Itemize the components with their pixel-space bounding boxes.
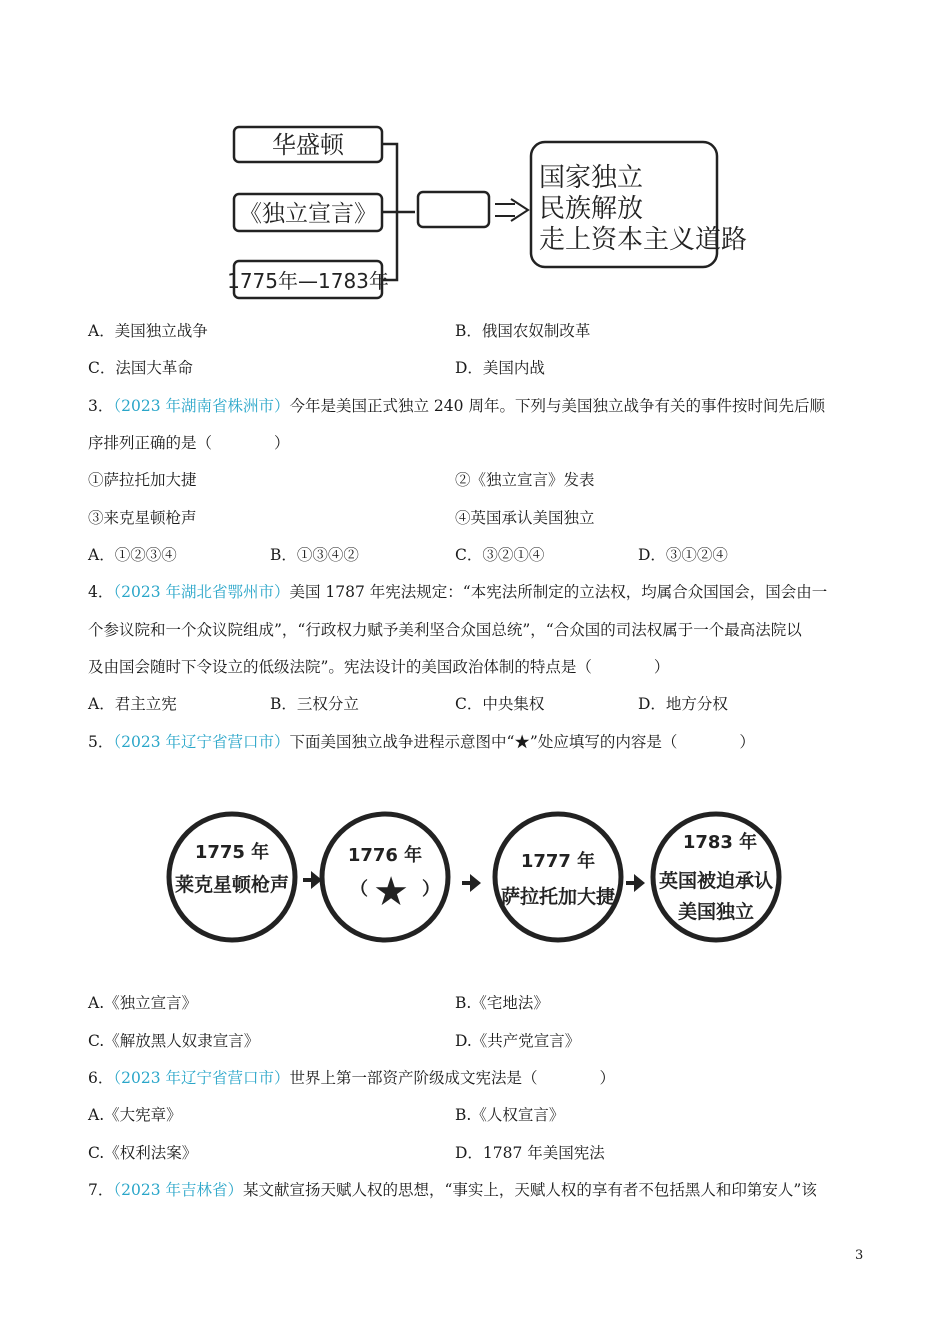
q3-stem-line2: 序排列正确的是（ ）	[88, 434, 290, 452]
q3-number: 3．	[88, 397, 114, 415]
q7-stem-line1	[88, 1179, 817, 1201]
right-arrow-icon	[303, 871, 322, 889]
result-line-2: 民族解放	[539, 194, 644, 224]
concept-diagram	[225, 120, 748, 305]
q3-event-1: ①萨拉托加大捷	[88, 471, 197, 489]
q3-source: （2023 年湖南省株洲市）	[113, 397, 290, 415]
q4-stem-text: 美国 1787 年宪法规定：“本宪法所制定的立法权，均属合众国国会，国会由一	[289, 583, 828, 601]
q7-source: （2023 年吉林省）	[113, 1181, 243, 1199]
q6-source: （2023 年辽宁省营口市）	[113, 1069, 290, 1087]
circle-4-year: 1783 年	[682, 832, 758, 853]
q2-option-c[interactable]: C．法国大革命	[88, 359, 193, 377]
q2-option-b[interactable]: B．俄国农奴制改革	[455, 322, 591, 340]
circle-1-year: 1775 年	[194, 842, 270, 863]
q4-stem-line2: 个参议院和一个众议院组成”，“行政权力赋予美利坚合众国总统”，“合众国的司法权属于一个最高法院以	[88, 621, 802, 639]
q6-number: 6．	[88, 1069, 114, 1087]
box2-text: 《独立宣言》	[239, 201, 377, 227]
q3-event-3: ③来克星顿枪声	[88, 509, 197, 527]
q3-option-c[interactable]: C．③②①④	[455, 546, 545, 564]
q3-option-a[interactable]: A．①②③④	[88, 546, 177, 564]
q5-option-d[interactable]: D.《共产党宣言》	[455, 1032, 581, 1050]
diagram-blank-box	[418, 192, 489, 227]
result-line-3: 走上资本主义道路	[539, 225, 748, 255]
q3-stem-line1	[88, 395, 825, 417]
q5-source: （2023 年辽宁省营口市）	[113, 733, 290, 751]
timeline-circle-1777	[495, 814, 621, 940]
q6-option-c[interactable]: C.《权利法案》	[88, 1144, 198, 1162]
star-icon: ★	[373, 869, 409, 915]
q4-option-b[interactable]: B．三权分立	[270, 695, 359, 713]
q4-option-d[interactable]: D．地方分权	[638, 695, 728, 713]
right-arrow-icon	[626, 874, 645, 892]
q5-option-c[interactable]: C.《解放黑人奴隶宣言》	[88, 1032, 260, 1050]
q3-option-d[interactable]: D．③①②④	[638, 546, 728, 564]
q4-number: 4．	[88, 583, 114, 601]
q3-stem-text: 今年是美国正式独立 240 周年。下列与美国独立战争有关的事件按时间先后顺	[289, 397, 825, 415]
q6-option-b[interactable]: B.《人权宣言》	[455, 1106, 565, 1124]
circle-3-year: 1777 年	[520, 851, 596, 872]
q7-number: 7．	[88, 1181, 114, 1199]
circle-2-year: 1776 年	[347, 845, 423, 866]
circle-4-text1: 英国被迫承认	[658, 870, 774, 892]
bracket-connector	[382, 144, 415, 280]
q6-stem-text: 世界上第一部资产阶级成文宪法是（ ）	[289, 1069, 616, 1087]
q5-stem-text: 下面美国独立战争进程示意图中“★”处应填写的内容是（ ）	[289, 733, 755, 751]
right-arrow-icon	[462, 874, 481, 892]
q3-option-b[interactable]: B．①③④②	[270, 546, 359, 564]
q5-stem	[88, 731, 755, 753]
q4-stem-line3: 及由国会随时下令设立的低级法院”。宪法设计的美国政治体制的特点是（ ）	[88, 658, 670, 676]
page-number: 3	[855, 1248, 864, 1263]
q3-event-4: ④英国承认美国独立	[455, 509, 595, 527]
circle-4-text2: 美国独立	[677, 901, 755, 923]
q3-event-2: ②《独立宣言》发表	[455, 471, 595, 489]
timeline-diagram	[165, 805, 775, 955]
q5-option-a[interactable]: A.《独立宣言》	[88, 994, 198, 1012]
circle-1-text: 莱克星顿枪声	[174, 874, 290, 896]
q4-source: （2023 年湖北省鄂州市）	[113, 583, 290, 601]
q5-number: 5．	[88, 733, 114, 751]
q4-option-c[interactable]: C．中央集权	[455, 695, 545, 713]
q5-option-b[interactable]: B.《宅地法》	[455, 994, 549, 1012]
q7-stem-text: 某文献宣扬天赋人权的思想，“事实上，天赋人权的享有者不包括黑人和印第安人”该	[243, 1181, 817, 1199]
q2-option-a[interactable]: A．美国独立战争	[88, 322, 208, 340]
circle-2-left-paren: （	[350, 879, 368, 900]
q4-option-a[interactable]: A．君主立宪	[88, 695, 177, 713]
circle-2-right-paren: ）	[422, 879, 440, 900]
box1-text: 华盛顿	[272, 131, 344, 159]
double-arrow-icon	[495, 199, 528, 221]
q6-option-a[interactable]: A.《大宪章》	[88, 1106, 182, 1124]
q4-stem-line1	[88, 581, 827, 603]
box3-text: 1775年—1783年	[227, 269, 389, 293]
circle-3-text: 萨拉托加大捷	[500, 886, 616, 908]
q2-option-d[interactable]: D．美国内战	[455, 359, 545, 377]
q6-option-d[interactable]: D．1787 年美国宪法	[455, 1144, 605, 1162]
q6-stem	[88, 1067, 615, 1089]
result-line-1: 国家独立	[539, 163, 644, 193]
